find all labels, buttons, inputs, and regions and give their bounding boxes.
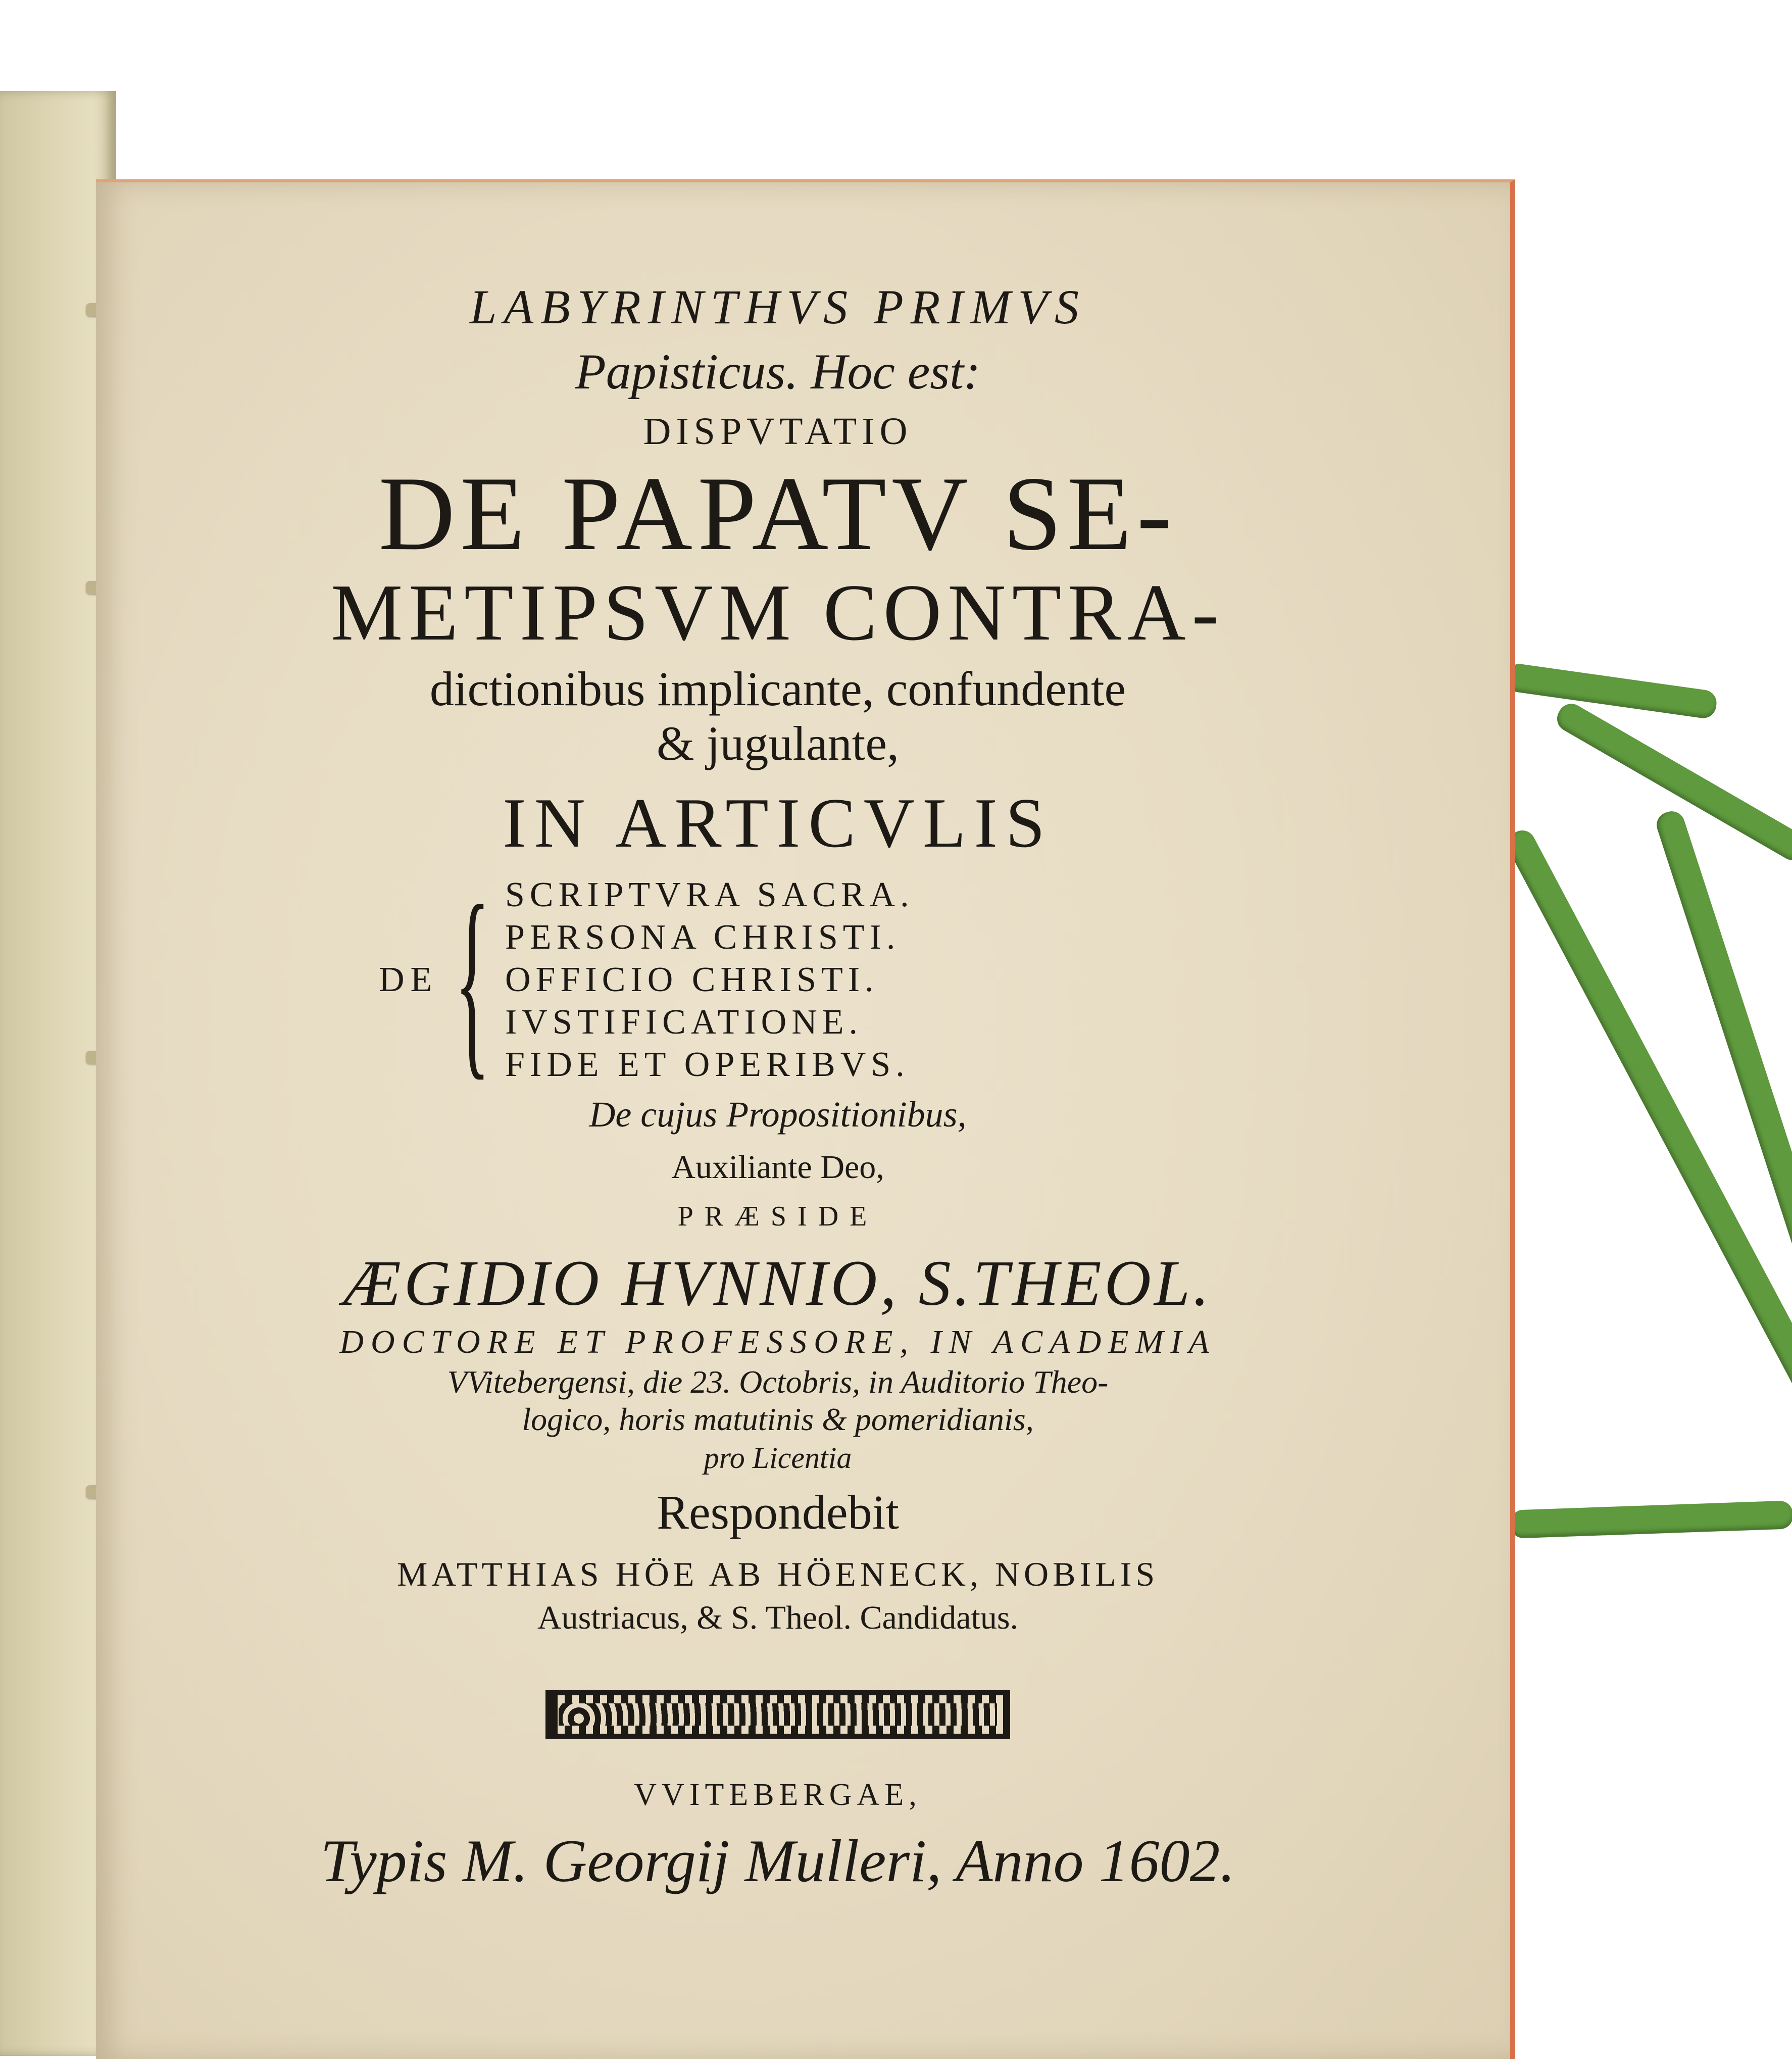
article-item: FIDE ET OPERIBVS.	[505, 1045, 910, 1084]
title-line-11: PRÆSIDE	[677, 1201, 878, 1232]
title-line-19: Austriacus, & S. Theol. Candidatus.	[537, 1599, 1019, 1636]
brace-glyph: {	[455, 862, 490, 1097]
title-line-9: De cujus Propositionibus,	[589, 1094, 967, 1135]
title-line-3: DISPVTATIO	[643, 410, 913, 453]
green-ribbon	[1510, 1500, 1792, 1539]
title-line-6: dictionibus implicante, confundente	[429, 662, 1126, 716]
title-line-1: LABYRINTHVS PRIMVS	[470, 280, 1086, 334]
imprint-line: Typis M. Georgij Mulleri, Anno 1602.	[320, 1827, 1235, 1894]
title-line-18: MATTHIAS HÖE AB HÖENECK, NOBILIS	[396, 1555, 1159, 1593]
article-item: OFFICIO CHRISTI.	[505, 960, 879, 999]
title-line-12: ÆGIDIO HVNNIO, S.THEOL.	[343, 1247, 1213, 1319]
green-ribbon	[1504, 662, 1718, 720]
title-line-4: DE PAPATV SE-	[378, 455, 1177, 572]
title-line-16: pro Licentia	[704, 1441, 852, 1475]
title-line-17: Respondebit	[657, 1485, 899, 1539]
title-page-text	[222, 268, 1333, 1894]
de-label: DE	[379, 960, 438, 999]
article-item: SCRIPTVRA SACRA.	[505, 875, 914, 914]
title-line-2: Papisticus. Hoc est:	[575, 344, 981, 400]
title-line-5: METIPSVM CONTRA-	[331, 567, 1225, 657]
imprint-place: VVITEBERGAE,	[634, 1778, 922, 1812]
article-item: IVSTIFICATIONE.	[505, 1003, 863, 1042]
title-line-13: DOCTORE ET PROFESSORE, IN ACADEMIA	[339, 1323, 1216, 1360]
article-item: PERSONA CHRISTI.	[505, 918, 901, 957]
title-line-8: IN ARTICVLIS	[503, 784, 1053, 862]
title-line-7: & jugulante,	[657, 716, 899, 770]
title-line-14: VVitebergensi, die 23. Octobris, in Auditorio Theo-	[447, 1364, 1109, 1400]
printers-ornament	[545, 1690, 1010, 1739]
title-line-10: Auxiliante Deo,	[671, 1149, 884, 1186]
title-line-15: logico, horis matutinis & pomeridianis,	[522, 1401, 1034, 1437]
articles-list	[222, 862, 1333, 1097]
